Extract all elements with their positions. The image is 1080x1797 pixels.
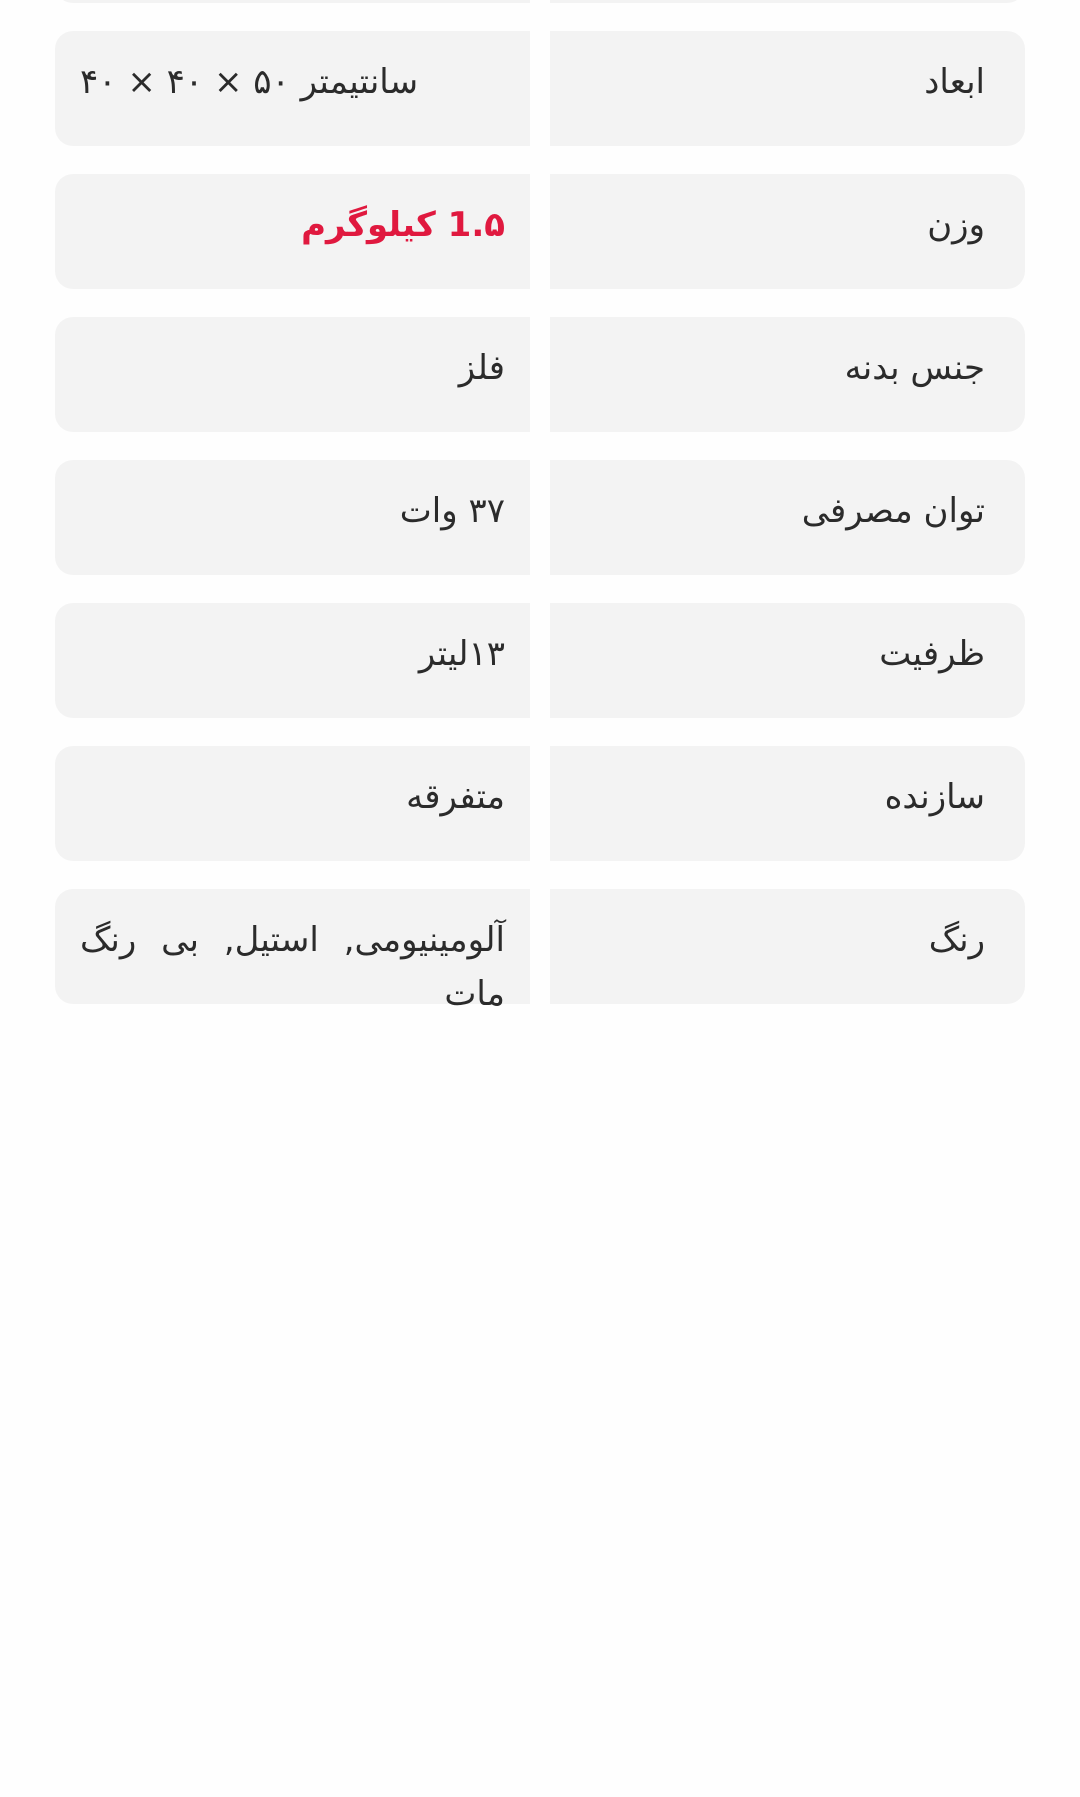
previous-row-value-cell xyxy=(55,0,530,3)
spec-value-weight: 1.۵ کیلوگرم xyxy=(55,174,530,289)
spec-row-weight xyxy=(55,174,1025,289)
spec-label-power: توان مصرفی xyxy=(550,460,1025,575)
spec-label-capacity: ظرفیت xyxy=(550,603,1025,718)
spec-value-dimensions: سانتیمتر ۵۰ × ۴۰ × ۴۰ xyxy=(55,31,530,146)
spec-row-color xyxy=(55,889,1025,1014)
spec-label-color: رنگ xyxy=(550,889,1025,1004)
specifications-table xyxy=(55,31,1025,1032)
spec-label-dimensions: ابعاد xyxy=(550,31,1025,146)
spec-row-capacity xyxy=(55,603,1025,718)
spec-label-weight: وزن xyxy=(550,174,1025,289)
spec-label-body-material: جنس بدنه xyxy=(550,317,1025,432)
spec-row-dimensions xyxy=(55,31,1025,146)
spec-row-power xyxy=(55,460,1025,575)
spec-value-manufacturer: متفرقه xyxy=(55,746,530,861)
spec-value-body-material: فلز xyxy=(55,317,530,432)
previous-row-label-cell xyxy=(550,0,1025,3)
spec-label-manufacturer: سازنده xyxy=(550,746,1025,861)
spec-row-body-material xyxy=(55,317,1025,432)
spec-value-power: ۳۷ وات xyxy=(55,460,530,575)
spec-row-manufacturer xyxy=(55,746,1025,861)
spec-value-capacity: ۱۳لیتر xyxy=(55,603,530,718)
spec-value-color: آلومینیومی, استیل, بی رنگ مات xyxy=(55,889,530,1004)
